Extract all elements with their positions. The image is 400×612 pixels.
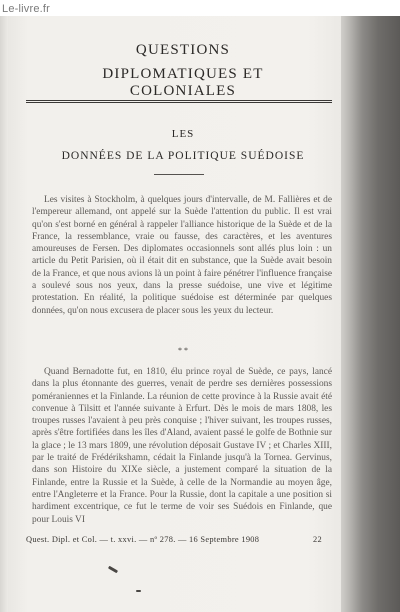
footer-citation: Quest. Dipl. et Col. — t. xxvi. — nº 278. — 16 Septembre 1908 xyxy=(26,535,260,544)
heading-line-2: DIPLOMATIQUES ET COLONIALES xyxy=(102,66,264,99)
ink-speck xyxy=(136,590,141,592)
book-page xyxy=(8,16,341,612)
section-separator-stars: * * xyxy=(178,346,188,355)
paragraph-history xyxy=(32,366,332,526)
site-watermark: Le-livre.fr xyxy=(2,3,51,15)
paragraph-intro-text: Les visites à Stockholm, à quelques jours d'intervalle, de M. Fallières et de l'empereur allemand, ont appelé sur la Suède l'attention du public. Il est vrai qu'on s'est borné en général à rappeler l'alliance historique de la Suède et de la France, la ressemblance, vraie ou fausse, des caractères, et les aventures amoureuses de Fersen. Des diplomates occasionnels sont allés plus loin : un article du Petit Parisien, où il était dit en substance, que la Suède avait besoin de la France, et que nous avions là un point à faire pénétrer l'influence française a soulevé sous nos yeux, dans la presse suédoise, une vive et légitime protestation. En réalité, la politique suédoise est déterminée par quelques données, qu'on nous excusera de placer sous les yeux du lecteur. xyxy=(32,195,332,316)
paragraph-history-text: Quand Bernadotte fut, en 1810, élu prince royal de Suède, ce pays, lancé dans la plus étonnante des guerres, venait de perdre ses dernières possessions poméraniennes et la Finlande. La réunion de cette province à la Russie avait été convenue à Tilsitt et l'année suivante à Erfurt. Dès le mois de mars 1808, les troupes russes l'avaient à peu près conquise ; l'hiver suivant, les troupes russes, après s'être fortifiées dans les îles d'Aland, avaient passé le golfe de Bothnie sur la glace ; le 13 mars 1809, une révolution déposait Gustave IV ; et Charles XIII, par le traité de Frédérikshamn, cédait la Finlande jusqu'à la Tornea. Gervinus, dans son Histoire du XIXe siècle, a justement comparé la situation de la Finlande, entre la Russie et la Suède, à celle de la Normandie au moyen âge, entre l'Angleterre et la France. Pour la Russie, dont la capitale a une position si hardiment excentrique, ce fut le terme de voir ses Suédois en Finlande, que pour Louis VI xyxy=(32,367,333,525)
ink-mark xyxy=(108,566,118,574)
page-footer xyxy=(26,535,322,544)
heading-rule-top xyxy=(26,100,332,101)
heading-line-1: QUESTIONS xyxy=(135,42,231,58)
heading-rule-bottom xyxy=(26,102,332,103)
page-number: 22 xyxy=(313,535,322,544)
article-label: LES xyxy=(171,128,195,140)
title-separator xyxy=(154,174,204,175)
article-title: DONNÉES DE LA POLITIQUE SUÉDOISE xyxy=(61,150,305,162)
paragraph-intro xyxy=(32,194,332,317)
